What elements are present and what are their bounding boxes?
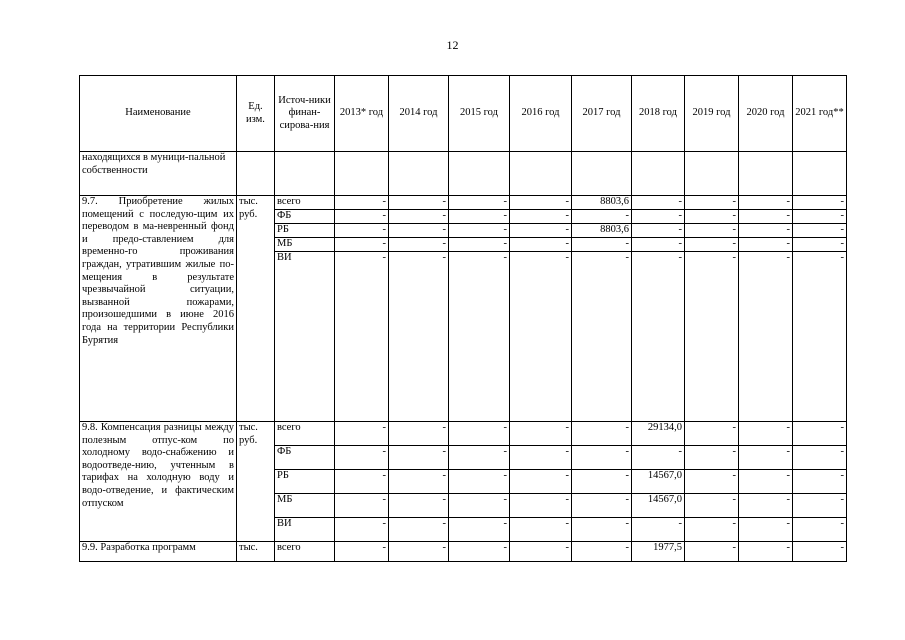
- value-cell: -: [572, 422, 632, 446]
- value-cell: -: [685, 210, 739, 224]
- value-cell: -: [389, 518, 449, 542]
- value-cell: -: [685, 224, 739, 238]
- value-cell: -: [510, 470, 572, 494]
- value-cell: -: [793, 238, 847, 252]
- empty-cell: [335, 152, 389, 196]
- value-cell: -: [389, 196, 449, 210]
- item-name: 9.9. Разработка программ: [80, 542, 237, 562]
- value-cell: -: [739, 518, 793, 542]
- value-cell: -: [389, 224, 449, 238]
- value-cell: -: [793, 252, 847, 422]
- funding-source: МБ: [275, 238, 335, 252]
- value-cell: -: [510, 196, 572, 210]
- budget-table: [79, 75, 847, 562]
- value-cell: -: [510, 518, 572, 542]
- value-cell: -: [685, 470, 739, 494]
- value-cell: 14567,0: [632, 470, 685, 494]
- value-cell: -: [510, 238, 572, 252]
- value-cell: -: [739, 224, 793, 238]
- item-9-9: [80, 542, 847, 562]
- table-row: [80, 542, 847, 562]
- empty-cell: [685, 152, 739, 196]
- value-cell: -: [389, 470, 449, 494]
- value-cell: -: [510, 446, 572, 470]
- value-cell: -: [739, 210, 793, 224]
- value-cell: 14567,0: [632, 494, 685, 518]
- value-cell: -: [335, 542, 389, 562]
- funding-source: ВИ: [275, 252, 335, 422]
- value-cell: -: [632, 224, 685, 238]
- value-cell: -: [739, 252, 793, 422]
- value-cell: -: [739, 494, 793, 518]
- table-row: [80, 196, 847, 210]
- value-cell: 8803,6: [572, 196, 632, 210]
- empty-cell: [237, 152, 275, 196]
- header-2021: 2021 год**: [793, 76, 847, 152]
- header-unit: Ед. изм.: [237, 76, 275, 152]
- value-cell: -: [449, 252, 510, 422]
- value-cell: -: [739, 196, 793, 210]
- header-2013: 2013* год: [335, 76, 389, 152]
- value-cell: -: [632, 238, 685, 252]
- funding-source: МБ: [275, 494, 335, 518]
- header-2014: 2014 год: [389, 76, 449, 152]
- funding-source: ВИ: [275, 518, 335, 542]
- value-cell: -: [335, 224, 389, 238]
- empty-cell: [572, 152, 632, 196]
- value-cell: -: [389, 542, 449, 562]
- value-cell: -: [685, 542, 739, 562]
- header-name: Наименование: [80, 76, 237, 152]
- value-cell: -: [632, 518, 685, 542]
- value-cell: -: [685, 252, 739, 422]
- value-cell: -: [572, 470, 632, 494]
- value-cell: -: [449, 224, 510, 238]
- continuation-row: [80, 152, 847, 196]
- value-cell: -: [632, 210, 685, 224]
- value-cell: -: [793, 518, 847, 542]
- value-cell: -: [510, 422, 572, 446]
- value-cell: -: [685, 518, 739, 542]
- value-cell: -: [793, 422, 847, 446]
- value-cell: -: [739, 422, 793, 446]
- value-cell: -: [449, 446, 510, 470]
- value-cell: -: [685, 446, 739, 470]
- page-number: 12: [446, 38, 459, 52]
- empty-cell: [510, 152, 572, 196]
- item-unit: тыс.: [237, 542, 275, 562]
- header-2015: 2015 год: [449, 76, 510, 152]
- value-cell: -: [449, 542, 510, 562]
- funding-source: ФБ: [275, 446, 335, 470]
- value-cell: -: [739, 542, 793, 562]
- empty-cell: [389, 152, 449, 196]
- value-cell: 1977,5: [632, 542, 685, 562]
- value-cell: -: [335, 252, 389, 422]
- value-cell: -: [389, 422, 449, 446]
- value-cell: -: [572, 252, 632, 422]
- header-2018: 2018 год: [632, 76, 685, 152]
- empty-cell: [449, 152, 510, 196]
- value-cell: -: [389, 494, 449, 518]
- value-cell: -: [335, 470, 389, 494]
- value-cell: -: [685, 238, 739, 252]
- value-cell: -: [510, 252, 572, 422]
- value-cell: -: [793, 494, 847, 518]
- value-cell: -: [389, 446, 449, 470]
- value-cell: -: [335, 446, 389, 470]
- value-cell: -: [389, 252, 449, 422]
- value-cell: -: [510, 542, 572, 562]
- item-unit: тыс. руб.: [237, 196, 275, 422]
- value-cell: -: [335, 518, 389, 542]
- value-cell: -: [572, 446, 632, 470]
- value-cell: -: [572, 518, 632, 542]
- value-cell: -: [335, 422, 389, 446]
- header-2020: 2020 год: [739, 76, 793, 152]
- value-cell: -: [739, 470, 793, 494]
- value-cell: -: [685, 494, 739, 518]
- item-9-8: [80, 422, 847, 542]
- header-2016: 2016 год: [510, 76, 572, 152]
- item-9-7: [80, 196, 847, 422]
- value-cell: -: [793, 542, 847, 562]
- value-cell: -: [335, 210, 389, 224]
- value-cell: -: [793, 196, 847, 210]
- continuation-name: находящихся в муници-пальной собственности: [80, 152, 237, 196]
- value-cell: -: [685, 196, 739, 210]
- value-cell: -: [389, 210, 449, 224]
- header-2019: 2019 год: [685, 76, 739, 152]
- value-cell: -: [632, 252, 685, 422]
- funding-source: всего: [275, 422, 335, 446]
- funding-source: РБ: [275, 470, 335, 494]
- empty-cell: [793, 152, 847, 196]
- item-name: 9.7. Приобретение жилых помещений с последую-щим их переводом в ма-невренный фонд и предо-ставлением для временно-го проживания граждан, утратившим жилые по-мещения в результате чрезвычайной ситуации, вызванной пожарами, произошедшими в июне 2016 года на территории Республики Бурятия: [80, 196, 237, 422]
- value-cell: -: [739, 238, 793, 252]
- header-source: Источ-ники финан-сирова-ния: [275, 76, 335, 152]
- value-cell: -: [449, 210, 510, 224]
- empty-cell: [632, 152, 685, 196]
- value-cell: -: [449, 196, 510, 210]
- value-cell: -: [793, 224, 847, 238]
- value-cell: -: [335, 196, 389, 210]
- value-cell: -: [335, 238, 389, 252]
- value-cell: -: [572, 494, 632, 518]
- funding-source: ФБ: [275, 210, 335, 224]
- value-cell: -: [793, 210, 847, 224]
- empty-cell: [739, 152, 793, 196]
- item-name: 9.8. Компенсация разницы между полезным отпус-ком по холодному водо-снабжению и водоотведе-нию, учтенным в тарифах на холодную воду и водо-отведение, и фактическим отпуском: [80, 422, 237, 542]
- value-cell: -: [793, 470, 847, 494]
- header-2017: 2017 год: [572, 76, 632, 152]
- value-cell: -: [510, 224, 572, 238]
- value-cell: -: [449, 494, 510, 518]
- value-cell: -: [632, 446, 685, 470]
- value-cell: 8803,6: [572, 224, 632, 238]
- value-cell: -: [449, 238, 510, 252]
- funding-source: всего: [275, 196, 335, 210]
- value-cell: -: [449, 422, 510, 446]
- value-cell: -: [389, 238, 449, 252]
- value-cell: -: [572, 238, 632, 252]
- value-cell: 29134,0: [632, 422, 685, 446]
- funding-source: РБ: [275, 224, 335, 238]
- value-cell: -: [739, 446, 793, 470]
- value-cell: -: [335, 494, 389, 518]
- value-cell: -: [632, 196, 685, 210]
- value-cell: -: [572, 542, 632, 562]
- value-cell: -: [449, 470, 510, 494]
- value-cell: -: [685, 422, 739, 446]
- value-cell: -: [449, 518, 510, 542]
- value-cell: -: [572, 210, 632, 224]
- item-unit: тыс. руб.: [237, 422, 275, 542]
- empty-cell: [275, 152, 335, 196]
- table-row: [80, 422, 847, 446]
- header-row: [80, 76, 847, 152]
- value-cell: -: [510, 494, 572, 518]
- value-cell: -: [793, 446, 847, 470]
- funding-source: всего: [275, 542, 335, 562]
- value-cell: -: [510, 210, 572, 224]
